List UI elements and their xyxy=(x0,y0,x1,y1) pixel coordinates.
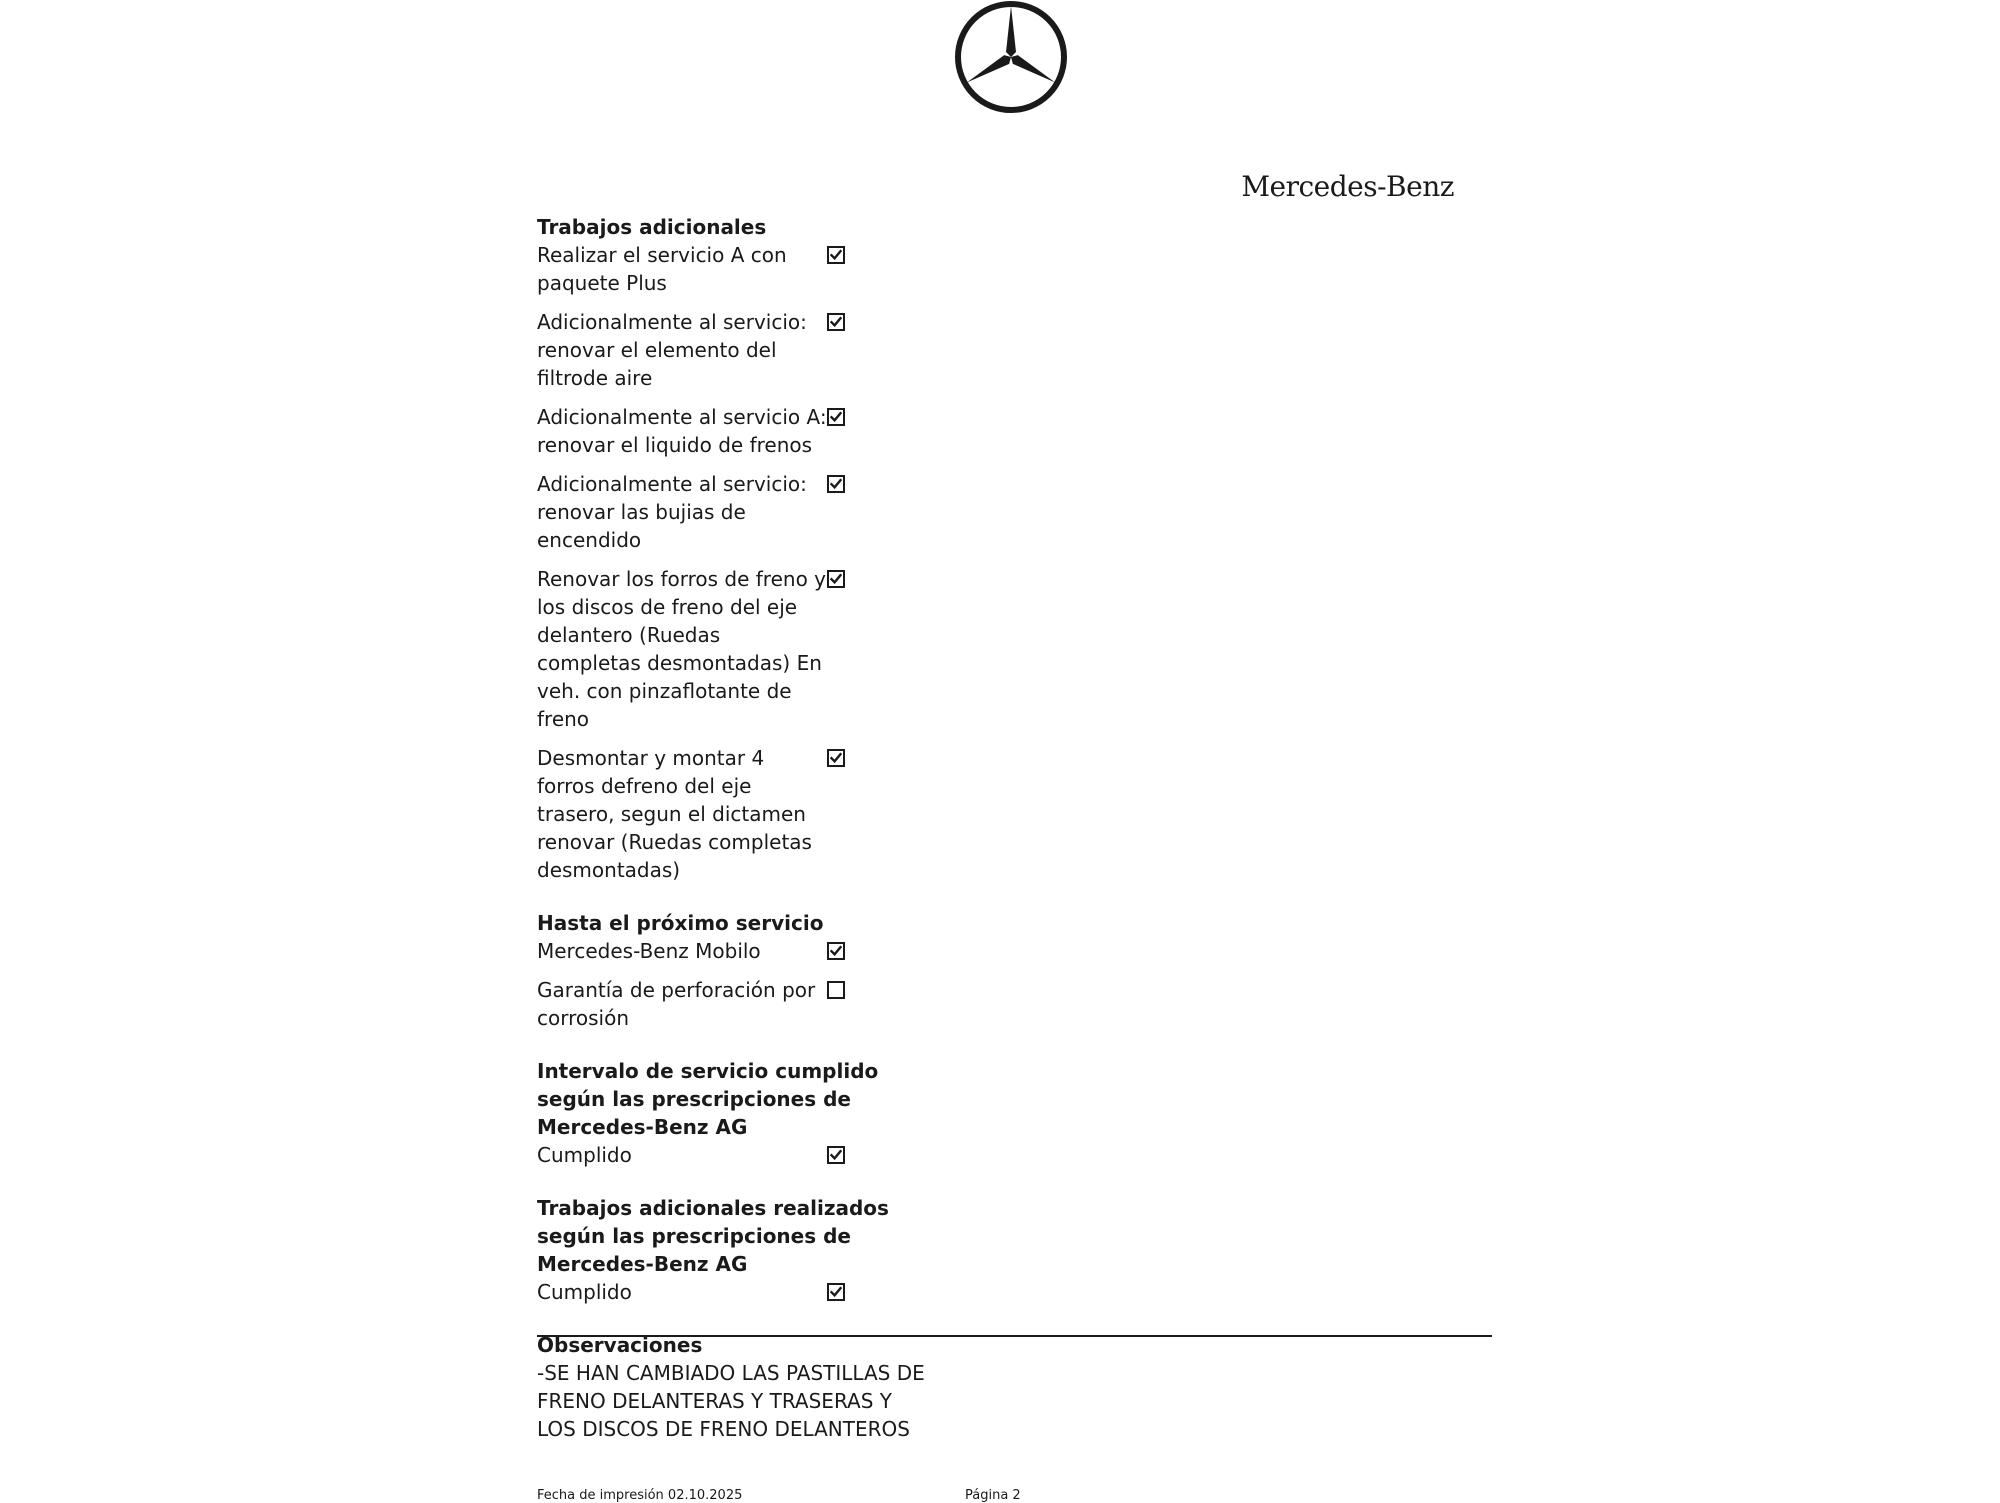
print-date: Fecha de impresión 02.10.2025 xyxy=(537,1488,743,1503)
list-item xyxy=(537,1278,1497,1306)
page-number: Página 2 xyxy=(965,1488,1021,1503)
section-trabajos-realizados xyxy=(537,1194,1497,1306)
checkbox[interactable] xyxy=(827,749,845,767)
checkmark-icon xyxy=(830,752,842,764)
checkbox[interactable] xyxy=(827,570,845,588)
section-title: Observaciones xyxy=(537,1333,703,1357)
checkbox[interactable] xyxy=(827,942,845,960)
list-item xyxy=(537,976,1497,1032)
list-item xyxy=(537,1141,1497,1169)
checkbox[interactable] xyxy=(827,981,845,999)
checkmark-icon xyxy=(830,249,842,261)
checkmark-icon xyxy=(830,1149,842,1161)
brand-wordmark: Mercedes-Benz xyxy=(1241,170,1454,203)
list-item xyxy=(537,565,1497,733)
list-item xyxy=(537,470,1497,554)
observations-text: -SE HAN CAMBIADO LAS PASTILLAS DE FRENO DELANTERAS Y TRASERAS Y LOS DISCOS DE FRENO DELANTEROS xyxy=(537,1361,925,1441)
section-observaciones xyxy=(537,1331,1497,1443)
list-item xyxy=(537,308,1497,392)
checkmark-icon xyxy=(830,478,842,490)
item-label: Adicionalmente al servicio: renovar el elemento del filtrode aire xyxy=(537,310,807,390)
checkmark-icon xyxy=(830,573,842,585)
section-title: Hasta el próximo servicio xyxy=(537,911,824,935)
item-label: Cumplido xyxy=(537,1143,632,1167)
item-label: Garantía de perforación por corrosión xyxy=(537,978,816,1030)
item-label: Mercedes-Benz Mobilo xyxy=(537,939,761,963)
checkbox[interactable] xyxy=(827,246,845,264)
item-label: Cumplido xyxy=(537,1280,632,1304)
item-label: Adicionalmente al servicio A: renovar el liquido de frenos xyxy=(537,405,827,457)
item-label: Desmontar y montar 4 forros defreno del eje trasero, segun el dictamen renovar (Ruedas completas desmontadas) xyxy=(537,746,812,882)
section-hasta-proximo-servicio xyxy=(537,909,1497,1032)
divider xyxy=(537,1335,1492,1337)
list-item xyxy=(537,937,1497,965)
list-item xyxy=(537,241,1497,297)
mercedes-star-icon xyxy=(954,0,1068,114)
checkmark-icon xyxy=(830,945,842,957)
checkbox[interactable] xyxy=(827,1283,845,1301)
item-label: Renovar los forros de freno y los discos de freno del eje delantero (Ruedas completas desmontadas) En veh. con pinzaflotante de freno xyxy=(537,567,826,731)
checkbox[interactable] xyxy=(827,1146,845,1164)
item-label: Adicionalmente al servicio: renovar las bujias de encendido xyxy=(537,472,807,552)
checkmark-icon xyxy=(830,1286,842,1298)
section-intervalo-servicio xyxy=(537,1057,1497,1169)
item-label: Realizar el servicio A con paquete Plus xyxy=(537,243,787,295)
checkbox[interactable] xyxy=(827,408,845,426)
checkmark-icon xyxy=(830,411,842,423)
checkmark-icon xyxy=(830,316,842,328)
document-content xyxy=(537,213,1497,1443)
checkbox[interactable] xyxy=(827,313,845,331)
section-title: Intervalo de servicio cumplido según las prescripciones de Mercedes-Benz AG xyxy=(537,1059,879,1139)
list-item xyxy=(537,744,1497,884)
list-item xyxy=(537,403,1497,459)
section-title: Trabajos adicionales xyxy=(537,215,767,239)
checkbox[interactable] xyxy=(827,475,845,493)
section-trabajos-adicionales xyxy=(537,213,1497,884)
section-title: Trabajos adicionales realizados según las prescripciones de Mercedes-Benz AG xyxy=(537,1196,889,1276)
